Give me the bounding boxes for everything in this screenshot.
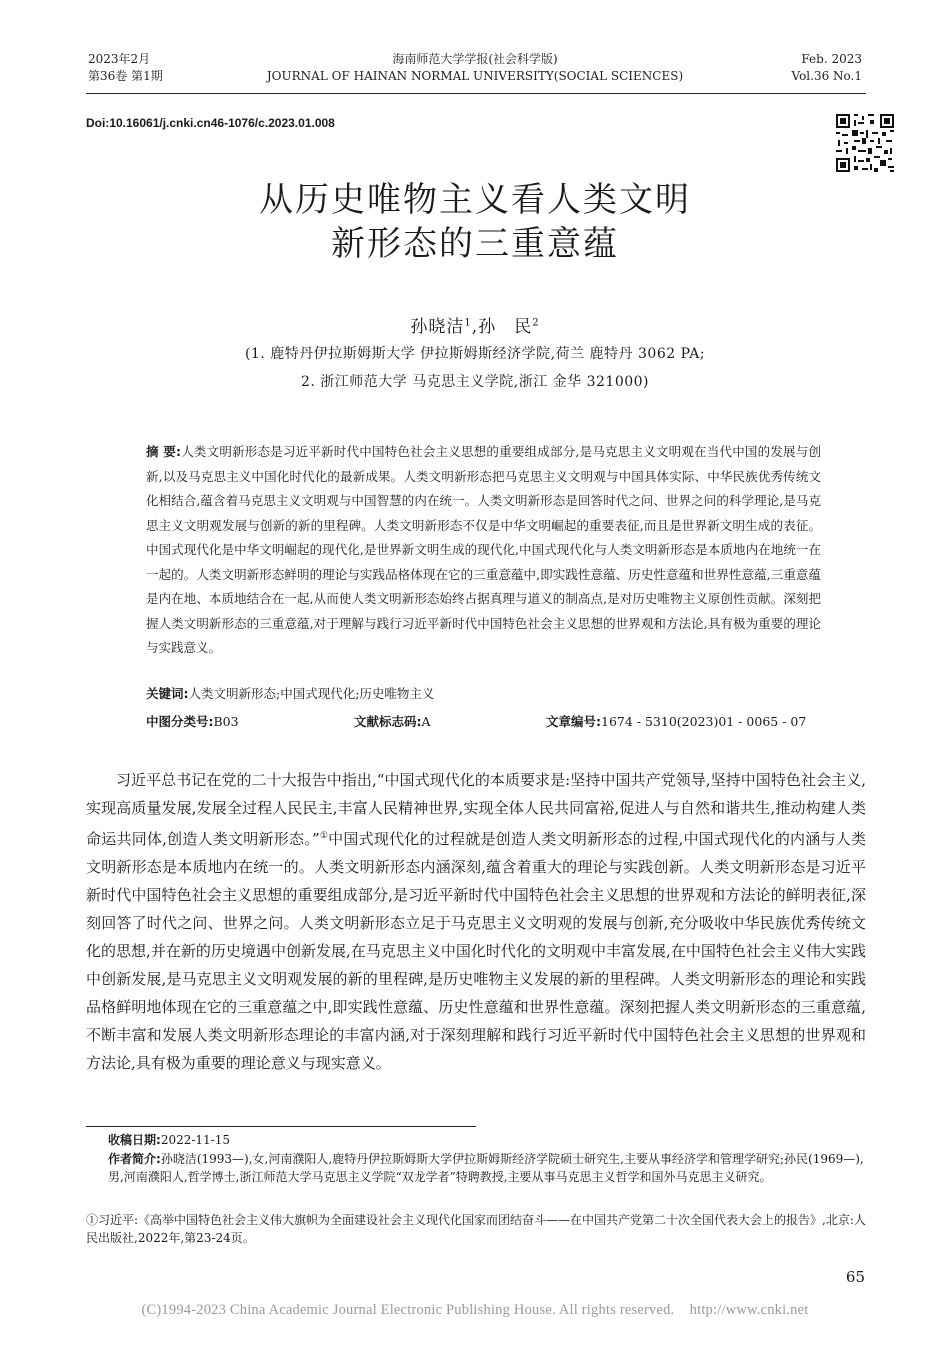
author-bio-label: 作者简介: [108, 1152, 161, 1166]
article-number-label: 文章编号: [546, 714, 601, 729]
author-2: 孙 民 [478, 317, 533, 337]
body-part1: 习近平总书记在党的二十大报告中指出,“中国式现代化的本质要求是:坚持中国共产党领导,坚持中国特色社会主义,实现高质量发展,发展全过程人民民主,丰富人民精神世界,实现全体人民共同富裕,促进人与自然和谐共生,推动构建人类命运共同体,创造人类文明新形态。” [86, 771, 866, 848]
article-title-line1: 从历史唯物主义看人类文明 [259, 180, 691, 220]
author-1-affil-ref: 1 [464, 317, 472, 329]
received-date [108, 1131, 866, 1149]
author-bio [108, 1150, 866, 1186]
header-right [792, 51, 863, 85]
keywords-text: 人类文明新形态;中国式现代化;历史唯物主义 [188, 686, 435, 701]
header-journal-en: JOURNAL OF HAINAN NORMAL UNIVERSITY(SOCIAL SCIENCES) [266, 69, 684, 83]
article-number [546, 712, 806, 730]
clc-label: 中图分类号: [146, 714, 214, 729]
author-2-affil-ref: 2 [532, 317, 540, 329]
abstract [146, 440, 821, 661]
copyright-line: (C)1994-2023 China Academic Journal Electronic Publishing House. All rights reserved. http://www.cnki.net [141, 1302, 809, 1318]
header-date-cn: 2023年2月 [88, 52, 151, 66]
header-journal-cn: 海南师范大学学报(社会科学版) [392, 52, 558, 66]
keywords-label: 关键词: [146, 686, 189, 701]
body-paragraph [86, 766, 866, 1077]
article-title-line2: 新形态的三重意蕴 [331, 224, 619, 264]
affiliation-line1: (1. 鹿特丹伊拉斯姆斯大学 伊拉斯姆斯经济学院,荷兰 鹿特丹 3062 PA; [244, 346, 706, 362]
abstract-label: 摘 要: [146, 444, 181, 459]
footnote-rule [86, 1126, 476, 1127]
clc-value: B03 [213, 714, 239, 729]
doc-code-value: A [421, 714, 431, 729]
article-title [0, 178, 950, 266]
header-date-en: Feb. 2023 [801, 52, 862, 66]
header-volume-cn: 第36卷 第1期 [88, 69, 163, 83]
footnote-ref: ① [319, 831, 329, 841]
body-part2: 中国式现代化的过程就是创造人类文明新形态的过程,中国式现代化的内涵与人类文明新形态是本质地内在统一的。人类文明新形态内涵深刻,蕴含着重大的理论与实践创新。人类文明新形态是习近平新时代中国特色社会主义思想的重要组成部分,是习近平新时代中国特色社会主义思想的世界观和方法论的鲜明表征,深刻回答了时代之问、世界之问。人类文明新形态立足于马克思主义文明观的发展与创新,充分吸收中华民族优秀传统文化的思想,并在新的历史境遇中创新发展,在马克思主义中国化时代化的文明观中丰富发展,在中国特色社会主义伟大实践中创新发展,是马克思主义文明观发展的新的里程碑,是历史唯物主义发展的新的里程碑。人类文明新形态的理论和实践品格鲜明地体现在它的三重意蕴之中,即实践性意蕴、历史性意蕴和世界性意蕴。深刻把握人类文明新形态的三重意蕴,不断丰富和发展人类文明新形态理论的丰富内涵,对于深刻理解和践行习近平新时代中国特色社会主义思想的世界观和方法论,具有极为重要的理论意义与现实意义。 [86, 830, 866, 1072]
footnote-1: ①习近平:《高举中国特色社会主义伟大旗帜为全面建设社会主义现代化国家而团结奋斗——在中国共产党第二十次全国代表大会上的报告》,北京:人民出版社,2022年,第23-24页。 [86, 1213, 866, 1245]
affiliation-line2: 2. 浙江师范大学 马克思主义学院,浙江 金华 321000) [300, 374, 649, 390]
authors [0, 312, 950, 337]
clc-number [146, 712, 239, 730]
header-volume-en: Vol.36 No.1 [791, 69, 862, 83]
page-number: 65 [845, 1268, 865, 1286]
abstract-text: 人类文明新形态是习近平新时代中国特色社会主义思想的重要组成部分,是马克思主义文明观在当代中国的发展与创新,以及马克思主义中国化时代化的最新成果。人类文明新形态把马克思主义文明观与中国具体实际、中华民族优秀传统文化相结合,蕴含着马克思主义文明观与中国智慧的内在统一。人类文明新形态是回答时代之问、世界之问的科学理论,是马克思主义文明观发展与创新的新的里程碑。人类文明新形态不仅是中华文明崛起的重要表征,而且是世界新文明生成的表征。中国式现代化是中华文明崛起的现代化,是世界新文明生成的现代化,中国式现代化与人类文明新形态是本质地内在地统一在一起的。人类文明新形态鲜明的理论与实践品格体现在它的三重意蕴中,即实践性意蕴、历史性意蕴和世界性意蕴,三重意蕴是内在地、本质地结合在一起,从而使人类文明新形态始终占据真理与道义的制高点,是对历史唯物主义原创性贡献。深刻把握人类文明新形态的三重意蕴,对于理解与践行习近平新时代中国特色社会主义思想的世界观和方法论,具有极为重要的理论与实践意义。 [146, 444, 821, 655]
doi: Doi:10.16061/j.cnki.cn46-1076/c.2023.01.008 [86, 116, 335, 130]
received-label: 收稿日期: [108, 1133, 161, 1147]
header-rule [86, 93, 866, 94]
doc-code [354, 712, 431, 730]
article-number-value: 1674 - 5310(2023)01 - 0065 - 07 [601, 714, 807, 729]
qr-code-icon [836, 114, 894, 172]
doc-code-label: 文献标志码: [354, 714, 422, 729]
author-bio-text: 孙晓洁(1993—),女,河南濮阳人,鹿特丹伊拉斯姆斯大学伊拉斯姆斯经济学院硕士研究生,主要从事经济学和管理学研究;孙民(1969—),男,河南濮阳人,哲学博士,浙江师范大学马克思主义学院“双龙学者”特聘教授,主要从事马克思主义哲学和国外马克思主义研究。 [108, 1152, 864, 1184]
author-separator: , [471, 317, 479, 337]
author-1: 孙晓洁 [410, 317, 465, 337]
keywords [146, 684, 434, 702]
received-value: 2022-11-15 [160, 1133, 230, 1147]
